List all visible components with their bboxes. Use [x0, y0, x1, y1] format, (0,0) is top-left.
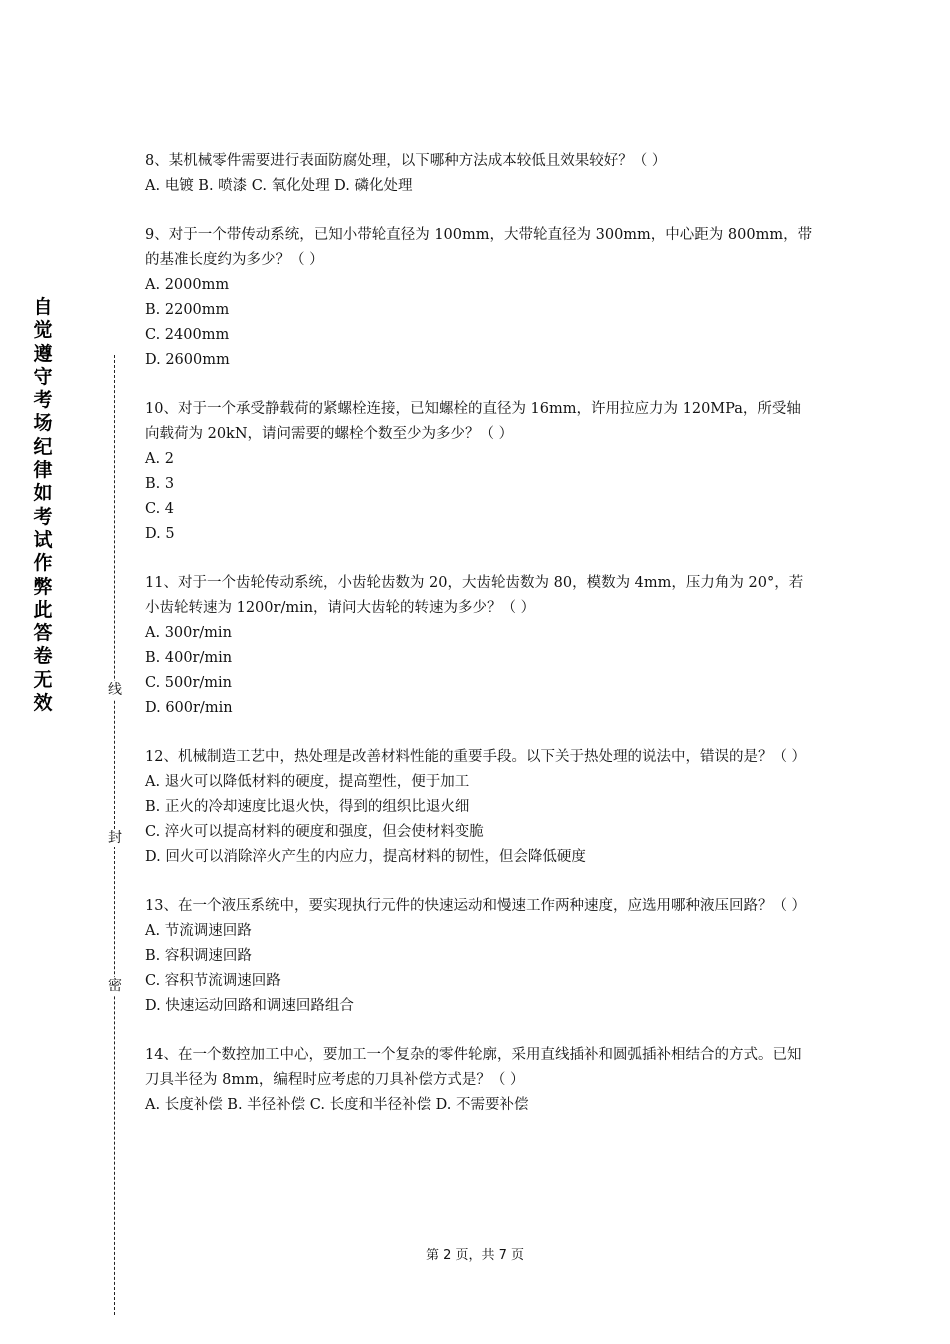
cut-label-secret: 密 — [108, 978, 122, 994]
question-block — [145, 745, 815, 870]
cut-label-line: 线 — [108, 682, 122, 698]
page-footer: 第 2 页，共 7 页 — [425, 1248, 525, 1263]
answer-option: A. 退火可以降低材料的硬度，提高塑性，便于加工 — [145, 774, 470, 790]
question-text: 9、对于一个带传动系统，已知小带轮直径为 100mm，大带轮直径为 300mm，中心距为 800mm，带的基准长度约为多少？（ ） — [145, 227, 813, 268]
question-text: 11、对于一个齿轮传动系统，小齿轮齿数为 20，大齿轮齿数为 80，模数为 4mm，压力角为 20°，若小齿轮转速为 1200r/min，请问大齿轮的转速为多少？（ ） — [145, 575, 804, 616]
answer-option: A. 电镀 B. 喷漆 C. 氧化处理 D. 磷化处理 — [145, 178, 413, 194]
question-text: 13、在一个液压系统中，要实现执行元件的快速运动和慢速工作两种速度，应选用哪种液压回路？（ ） — [145, 898, 807, 914]
question-block — [145, 149, 815, 199]
answer-option: A. 2000mm — [145, 277, 230, 293]
question-text: 10、对于一个承受静载荷的紧螺栓连接，已知螺栓的直径为 16mm，许用拉应力为 120MPa，所受轴向载荷为 20kN，请问需要的螺栓个数至少为多少？（ ） — [145, 401, 801, 442]
question-text: 14、在一个数控加工中心，要加工一个复杂的零件轮廓，采用直线插补和圆弧插补相结合的方式。已知刀具半径为 8mm，编程时应考虑的刀具补偿方式是？（ ） — [145, 1047, 802, 1088]
cut-label-seal: 封 — [108, 830, 122, 846]
answer-option: D. 快速运动回路和调速回路组合 — [145, 998, 354, 1014]
answer-option: B. 3 — [145, 476, 175, 492]
answer-option: A. 节流调速回路 — [145, 923, 252, 939]
answer-option: D. 600r/min — [145, 700, 233, 716]
answer-option: A. 长度补偿 B. 半径补偿 C. 长度和半径补偿 D. 不需要补偿 — [145, 1097, 529, 1113]
answer-option: B. 2200mm — [145, 302, 230, 318]
question-block — [145, 397, 815, 547]
question-block — [145, 894, 815, 1019]
answer-option: B. 容积调速回路 — [145, 948, 252, 964]
answer-option: D. 5 — [145, 526, 175, 542]
question-block — [145, 1043, 815, 1118]
answer-option: C. 2400mm — [145, 327, 230, 343]
answer-option: B. 400r/min — [145, 650, 233, 666]
question-block — [145, 223, 815, 373]
answer-option: D. 2600mm — [145, 352, 230, 368]
answer-option: A. 300r/min — [145, 625, 232, 641]
exam-discipline-notice: 自觉遵守考场纪律如考试作弊此答卷无效 — [33, 296, 53, 715]
question-text: 8、某机械零件需要进行表面防腐处理，以下哪种方法成本较低且效果较好？（ ） — [145, 153, 667, 169]
answer-option: C. 淬火可以提高材料的硬度和强度，但会使材料变脆 — [145, 824, 484, 840]
question-block — [145, 571, 815, 721]
question-text: 12、机械制造工艺中，热处理是改善材料性能的重要手段。以下关于热处理的说法中，错误的是？（ ） — [145, 749, 807, 765]
question-list — [145, 149, 815, 1118]
answer-option: D. 回火可以消除淬火产生的内应力，提高材料的韧性，但会降低硬度 — [145, 849, 586, 865]
answer-option: B. 正火的冷却速度比退火快，得到的组织比退火细 — [145, 799, 470, 815]
answer-option: A. 2 — [145, 451, 174, 467]
answer-option: C. 容积节流调速回路 — [145, 973, 281, 989]
answer-option: C. 500r/min — [145, 675, 233, 691]
answer-option: C. 4 — [145, 501, 175, 517]
